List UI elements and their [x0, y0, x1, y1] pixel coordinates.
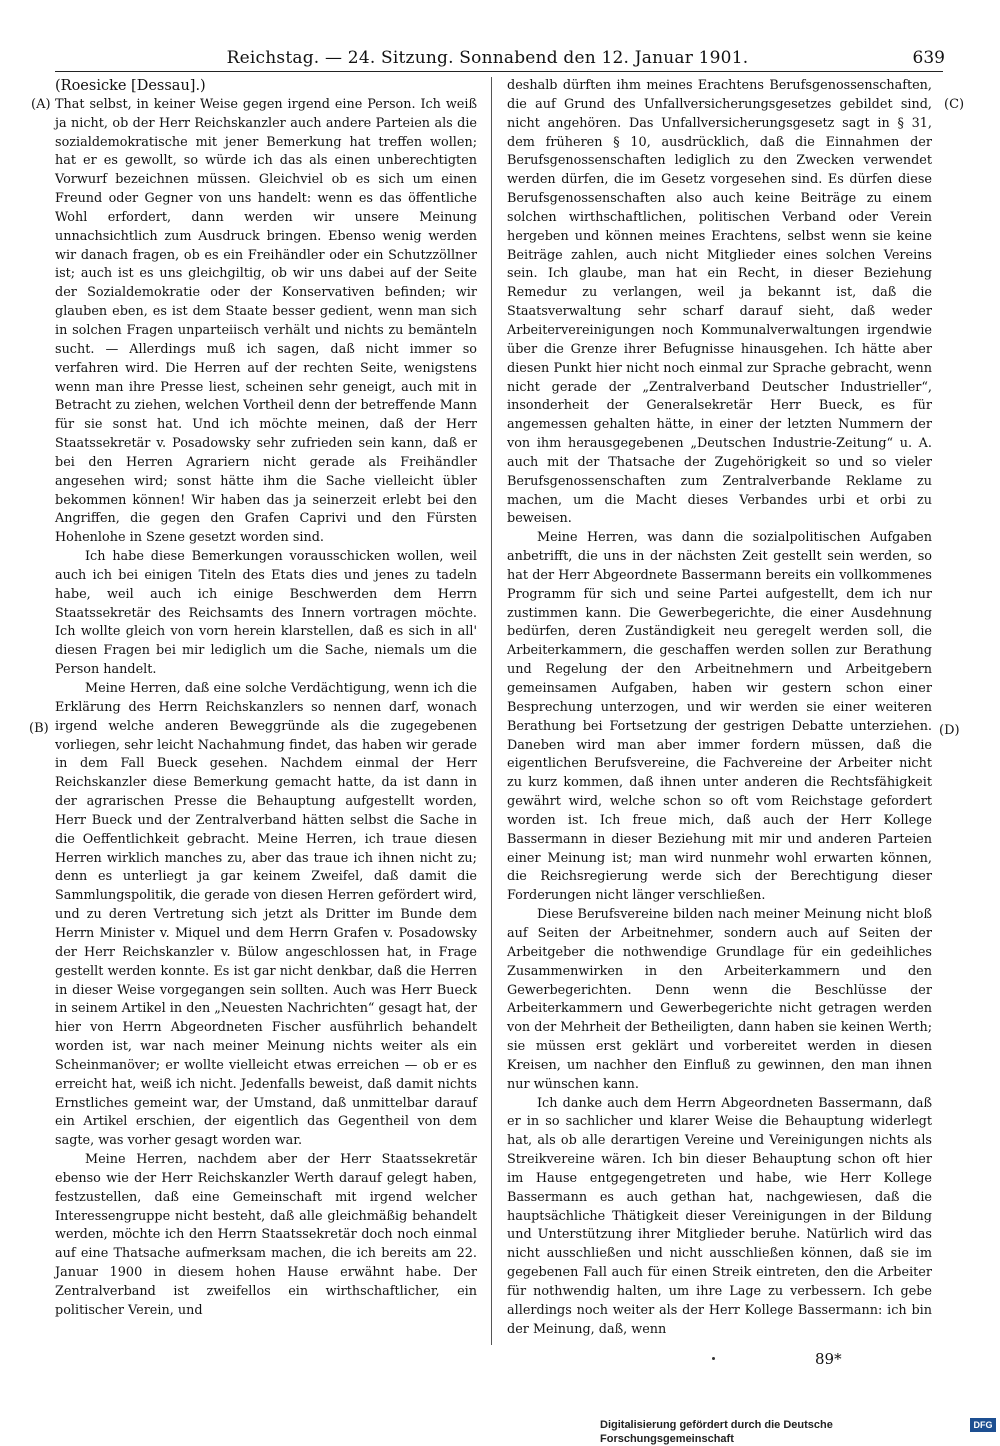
header-title: Reichstag. — 24. Sitzung. Sonnabend den 12. Januar 1901.: [226, 48, 749, 68]
margin-marker-a: (A): [31, 97, 51, 112]
paragraph: Ich habe diese Bemerkungen vorausschicken wollen, weil auch ich bei einigen Titeln des Etats dies und jenes zu tadeln habe, weil auch ich einige Beschwerden dem Herrn Staatssekretär des Reichsamts des Innern vortragen möchte. Ich wollte gleich von vorn herein klarstellen, daß es sich in all' diesen Fragen bei mir lediglich um die Sache, niemals um die Person handelt.: [55, 549, 477, 678]
paragraph: That selbst, in keiner Weise gegen irgend eine Person. Ich weiß ja nicht, ob der Herr Reichskanzler auch andere Parteien als die sozialdemokratische mit jener Bemerkung hat treffen wollen; hat er es gewollt, so würde ich das als einen unberechtigten Vorwurf bezeichnen müssen. Gleichviel ob es sich um einen Freund oder Gegner von uns handelt: wenn es das öffentliche Wohl erfordert, dann werden wir unsere Meinung unnachsichtlich zum Ausdruck bringen. Ebenso wenig werden wir danach fragen, ob es ein Freihändler oder ein Schutzzöllner ist; auch ist es uns gleichgiltig, ob wir uns dabei auf der Seite der Sozialdemokratie oder der Konservativen befinden; wir glauben eben, es ist dem Staate besser gedient, wenn man sich in solchen Fragen unparteiisch verhält und nichts zu bemänteln sucht. — Allerdings muß ich sagen, daß nicht immer so verfahren wird. Die Herren auf der rechten Seite, wenigstens wenn man ihre Presse liest, scheinen sehr geneigt, auch mit in Betracht zu ziehen, welchen Vortheil denn der betreffende Mann für sie sonst hat. Und ich möchte meinen, daß der Herr Staatssekretär v. Posadowsky sehr zufrieden sein kann, daß er bei den Herren Agrariern nicht gerade als Freihändler angesehen wird; sonst hätte ihm die Sache vielleicht übler bekommen können! Wir haben das ja seinerzeit erlebt bei den Angriffen, die gegen den Grafen Caprivi und den Fürsten Hohenlohe in Szene gesetzt worden sind.: [55, 96, 477, 546]
footer-dot: [712, 1357, 715, 1360]
digitization-credit-bar: [600, 1418, 1000, 1445]
margin-marker-b: (B): [29, 721, 49, 736]
header-rule: [55, 71, 943, 72]
paragraph: Diese Berufsvereine bilden nach meiner Meinung nicht bloß auf Seiten der Arbeitnehmer, sondern auch auf Seiten der Arbeitgeber die nothwendige Grundlage für ein gedeihliches Zusammenwirken in den Arbeiterkammern und den Gewerbegerichten. Denn wenn die Beschlüsse der Arbeiterkammern und Gewerbegerichte nicht getragen werden von der Mehrheit der Betheiligten, dann haben sie keinen Werth; sie müssen erst geklärt und vorbereitet werden in diesen Kreisen, um nachher den Einfluß zu gewinnen, den man ihnen nur wünschen kann.: [507, 907, 932, 1092]
digitization-credit: Digitalisierung gefördert durch die Deutsche Forschungsgemeinschaft: [600, 1419, 833, 1445]
speaker-note: (Roesicke [Dessau].): [55, 78, 206, 94]
dfg-logo-icon: DFG: [970, 1418, 996, 1432]
paragraph: Meine Herren, nachdem aber der Herr Staatssekretär ebenso wie der Herr Reichskanzler Werth darauf gelegt haben, festzustellen, daß eine Gemeinschaft mit irgend welcher Interessengruppe nicht besteht, daß alle gleichmäßig behandelt werden, möchte ich den Herrn Staatssekretär doch noch einmal auf eine Thatsache aufmerksam machen, die ich bereits am 22. Januar 1900 in diesem hohen Hause erwähnt habe. Der Zentralverband ist zweifellos ein wirthschaftlicher, ein politischer Verein, und: [55, 1152, 477, 1318]
margin-marker-c: (C): [944, 97, 965, 112]
left-column: [55, 77, 477, 1321]
paragraph: Ich danke auch dem Herrn Abgeordneten Bassermann, daß er in so sachlicher und klarer Weise die Behauptung widerlegt hat, als ob alle derartigen Vereine und Vereinigungen nichts als Streikvereine wären. Ich bin dieser Behauptung schon oft hier im Hause entgegengetreten und habe, wie Herr Kollege Bassermann es auch gethan hat, nachgewiesen, daß die hauptsächliche Thätigkeit dieser Vereinigungen in der Bildung und Unterstützung ihrer Mitglieder beruhe. Natürlich wird das nicht ausschließen und nicht ausschließen können, daß sie im gegebenen Fall auch für einen Streik eintreten, den die Arbeiter für nothwendig halten, um ihre Lage zu verbessern. Ich gebe allerdings noch weiter als der Herr Kollege Bassermann: ich bin der Meinung, daß, wenn: [507, 1095, 932, 1337]
margin-marker-d: (D): [939, 723, 960, 738]
running-header: [30, 44, 945, 72]
page-number: 639: [912, 48, 945, 68]
paragraph: Meine Herren, was dann die sozialpolitischen Aufgaben anbetrifft, die uns in der nächsten Zeit gestellt sein werden, so hat der Herr Abgeordnete Bassermann bereits ein vollkommenes Programm für sich und seine Partei aufgestellt, dem ich nur zustimmen kann. Die Gewerbegerichte, die einer Ausdehnung bedürfen, deren Zuständigkeit neu geregelt werden soll, die Arbeiterkammern, die geschaffen werden sollen zur Berathung und Regelung der den Arbeitnehmern und Arbeitgebern gemeinsamen Aufgaben, haben wir gestern schon einer Besprechung unterzogen, und wir werden sie einer weiteren Berathung bei Fortsetzung der gestrigen Debatte unterziehen. Daneben wird man aber immer fordern müssen, daß die eigentlichen Berufsvereine, die Fachvereine der Arbeiter nicht zu kurz kommen, daß ihnen unter anderen die Rechtsfähigkeit gewährt wird, welche schon so oft vom Reichstage gefordert worden ist. Ich freue mich, daß auch der Herr Kollege Bassermann in dieser Beziehung mit mir und anderen Parteien einer Meinung ist; man wird nunmehr wohl erwarten können, die Reichsregierung werde sich der Berechtigung dieser Forderungen nicht länger verschließen.: [507, 530, 932, 904]
paragraph: deshalb dürften ihm meines Erachtens Berufsgenossenschaften, die auf Grund des Unfallversicherungsgesetzes gebildet sind, nicht angehören. Das Unfallversicherungsgesetz sagt in § 31, dem früheren § 10, ausdrücklich, daß die Einnahmen der Berufsgenossenschaften lediglich zu den Zwecken verwendet werden dürfen, die im Gesetz vorgesehen sind. Es dürfen diese Berufsgenossenschaften also auch keine Beiträge zu einem solchen wirthschaftlichen, politischen Verband oder Verein hergeben und können meines Erachtens, selbst wenn sie keine Beiträge zahlen, auch nicht Mitglieder eines solchen Vereins sein. Ich glaube, man hat ein Recht, in dieser Beziehung Remedur zu verlangen, weil ja bekannt ist, daß die Staatsverwaltung sehr scharf darauf sieht, daß weder Arbeitervereinigungen noch Kommunalverwaltungen irgendwie über die Grenze ihrer Befugnisse hinausgehen. Ich hätte aber diesen Punkt hier nicht noch einmal zur Sprache gebracht, wenn nicht gerade der „Zentralverband Deutscher Industrieller“, insonderheit der Generalsekretär Herr Bueck, es für angemessen gehalten hätte, in einer der letzten Nummern der von ihm herausgegebenen „Deutschen Industrie-Zeitung“ u. A. auch mit der Thatsache der Zugehörigkeit so und so vieler Berufsgenossenschaften zum Zentralverbande Reklame zu machen, um die Macht dieses Verbandes urbi et orbi zu beweisen.: [507, 78, 932, 527]
right-column: [507, 77, 932, 1340]
signature-mark: 89*: [815, 1350, 842, 1368]
column-divider: [491, 77, 492, 1345]
paragraph: Meine Herren, daß eine solche Verdächtigung, wenn ich die Erklärung des Herrn Reichskanzlers so nennen darf, wonach irgend welche anderen Beweggründe als die zugegebenen vorliegen, sehr leicht Nachahmung findet, das haben wir gerade in dem Fall Bueck gesehen. Nachdem einmal der Herr Reichskanzler diese Bemerkung gemacht hatte, da ist dann in der agrarischen Presse die Behauptung aufgestellt worden, Herr Bueck und der Zentralverband hätten selbst die Sache in die Oeffentlichkeit gebracht. Meine Herren, ich traue diesen Herren wirklich manches zu, aber das traue ich ihnen nicht zu; denn es unterliegt ja gar keinem Zweifel, daß damit die Sammlungspolitik, die gerade von diesen Herren gefördert wird, und zu deren Vertretung sich jetzt als Dritter im Bunde dem Herrn Minister v. Miquel und dem Herrn Grafen v. Posadowsky der Herr Reichskanzler v. Bülow angeschlossen hat, in Frage gestellt werden konnte. Es ist gar nicht denkbar, daß die Herren in dieser Weise vorgegangen sein sollten. Auch was Herr Bueck in seinem Artikel in den „Neuesten Nachrichten“ gesagt hat, der hier von Herrn Abgeordneten Fischer ausführlich behandelt worden ist, war nach meiner Meinung nichts weiter als ein Scheinmanöver; er wollte vielleicht etwas erreichen — ob er es erreicht hat, weiß ich nicht. Jedenfalls beweist, daß damit nichts Ernstliches gemeint war, der Umstand, daß unmittelbar darauf ein Artikel erschien, der eigentlich das Gegentheil von dem sagte, was vorher gesagt worden war.: [55, 681, 477, 1149]
